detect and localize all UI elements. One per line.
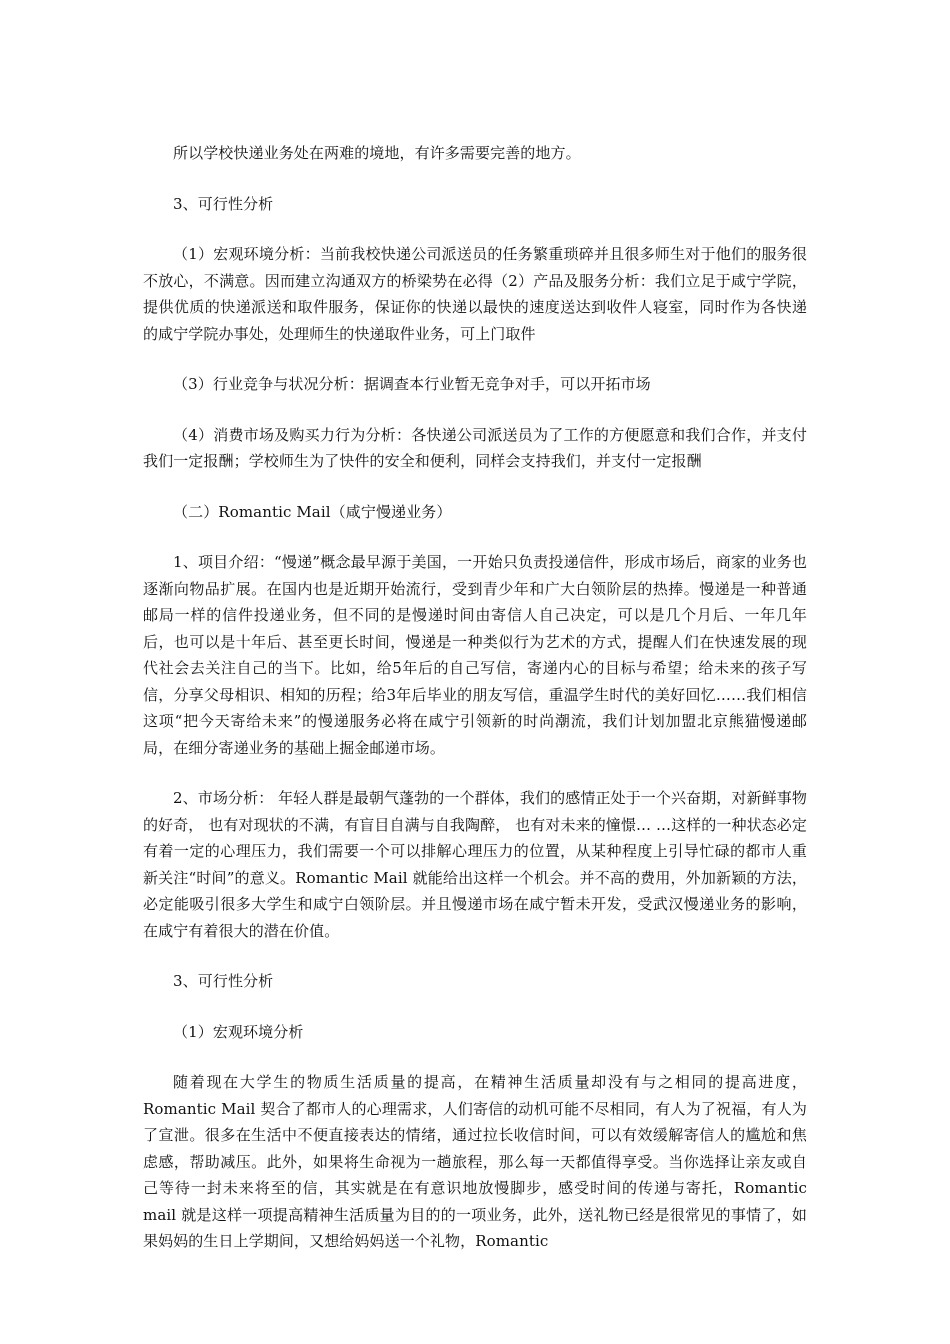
heading-feasibility-analysis-2: 3、可行性分析	[173, 972, 274, 990]
paragraph-market-analysis: 2、市场分析： 年轻人群是最朝气蓬勃的一个群体，我们的感情正处于一个兴奋期，对新鲜事物的好奇， 也有对现状的不满，有盲目自满与自我陶醉， 也有对未来的憧憬… …这样的一种状态必定有着一定的心理压力，我们需要一个可以排解心理压力的位置，从某种程度上引导忙碌的都市人重新关注“时间”的意义。Romantic Mail 就能给出这样一个机会。并不高的费用，外加新颖的方法，必定能吸引很多大学生和咸宁白领阶层。并且慢递市场在咸宁暂未开发，受武汉慢递业务的影响，在咸宁有着很大的潜在价值。	[143, 789, 807, 940]
paragraph-intro-conclusion: 所以学校快递业务处在两难的境地，有许多需要完善的地方。	[173, 144, 581, 162]
heading-feasibility-analysis-1: 3、可行性分析	[173, 194, 274, 213]
paragraph-macro-environment: （1）宏观环境分析：当前我校快递公司派送员的任务繁重琐碎并且很多师生对于他们的服务很不放心，不满意。因而建立沟通双方的桥梁势在必得（2）产品及服务分析：我们立足于咸宁学院，提供优质的快递派送和取件服务，保证你的快递以最快的速度送达到收件人寝室，同时作为各快递的咸宁学院办事处，处理师生的快递取件业务，可上门取件	[143, 245, 807, 343]
heading-macro-environment: （1）宏观环境分析	[173, 1022, 304, 1041]
paragraph-project-intro: 1、项目介绍：“慢递”概念最早源于美国，一开始只负责投递信件，形成市场后，商家的业务也逐渐向物品扩展。在国内也是近期开始流行，受到青少年和广大白领阶层的热捧。慢递是一种普通邮局一样的信件投递业务，但不同的是慢递时间由寄信人自己决定，可以是几个月后、一年几年后，也可以是十年后、甚至更长时间，慢递是一种类似行为艺术的方式，提醒人们在快速发展的现代社会去关注自己的当下。比如，给5年后的自己写信，寄递内心的目标与希望；给未来的孩子写信，分享父母相识、相知的历程；给3年后毕业的朋友写信，重温学生时代的美好回忆……我们相信这项“把今天寄给未来”的慢递服务必将在咸宁引领新的时尚潮流，我们计划加盟北京熊猫慢递邮局，在细分寄递业务的基础上掘金邮递市场。	[143, 553, 807, 757]
paragraph-industry-competition: （3）行业竞争与状况分析：据调查本行业暂无竞争对手，可以开拓市场	[173, 375, 651, 393]
document-body	[143, 140, 807, 1255]
heading-romantic-mail: （二）Romantic Mail（咸宁慢递业务）	[173, 502, 452, 521]
paragraph-spiritual-life: 随着现在大学生的物质生活质量的提高，在精神生活质量却没有与之相同的提高进度，Romantic Mail 契合了都市人的心理需求，人们寄信的动机可能不尽相同，有人为了祝福，有人为了宣泄。很多在生活中不便直接表达的情绪，通过拉长收信时间，可以有效缓解寄信人的尴尬和焦虑感，帮助减压。此外，如果将生命视为一趟旅程，那么每一天都值得享受。当你选择让亲友或自己等待一封未来将至的信，其实就是在有意识地放慢脚步，感受时间的传递与寄托，Romantic mail 就是这样一项提高精神生活质量为目的的一项业务，此外，送礼物已经是很常见的事情了，如果妈妈的生日上学期间，又想给妈妈送一个礼物，Romantic	[143, 1073, 807, 1250]
paragraph-consumer-market: （4）消费市场及购买力行为分析：各快递公司派送员为了工作的方便愿意和我们合作，并支付我们一定报酬；学校师生为了快件的安全和便利，同样会支持我们，并支付一定报酬	[143, 425, 807, 470]
